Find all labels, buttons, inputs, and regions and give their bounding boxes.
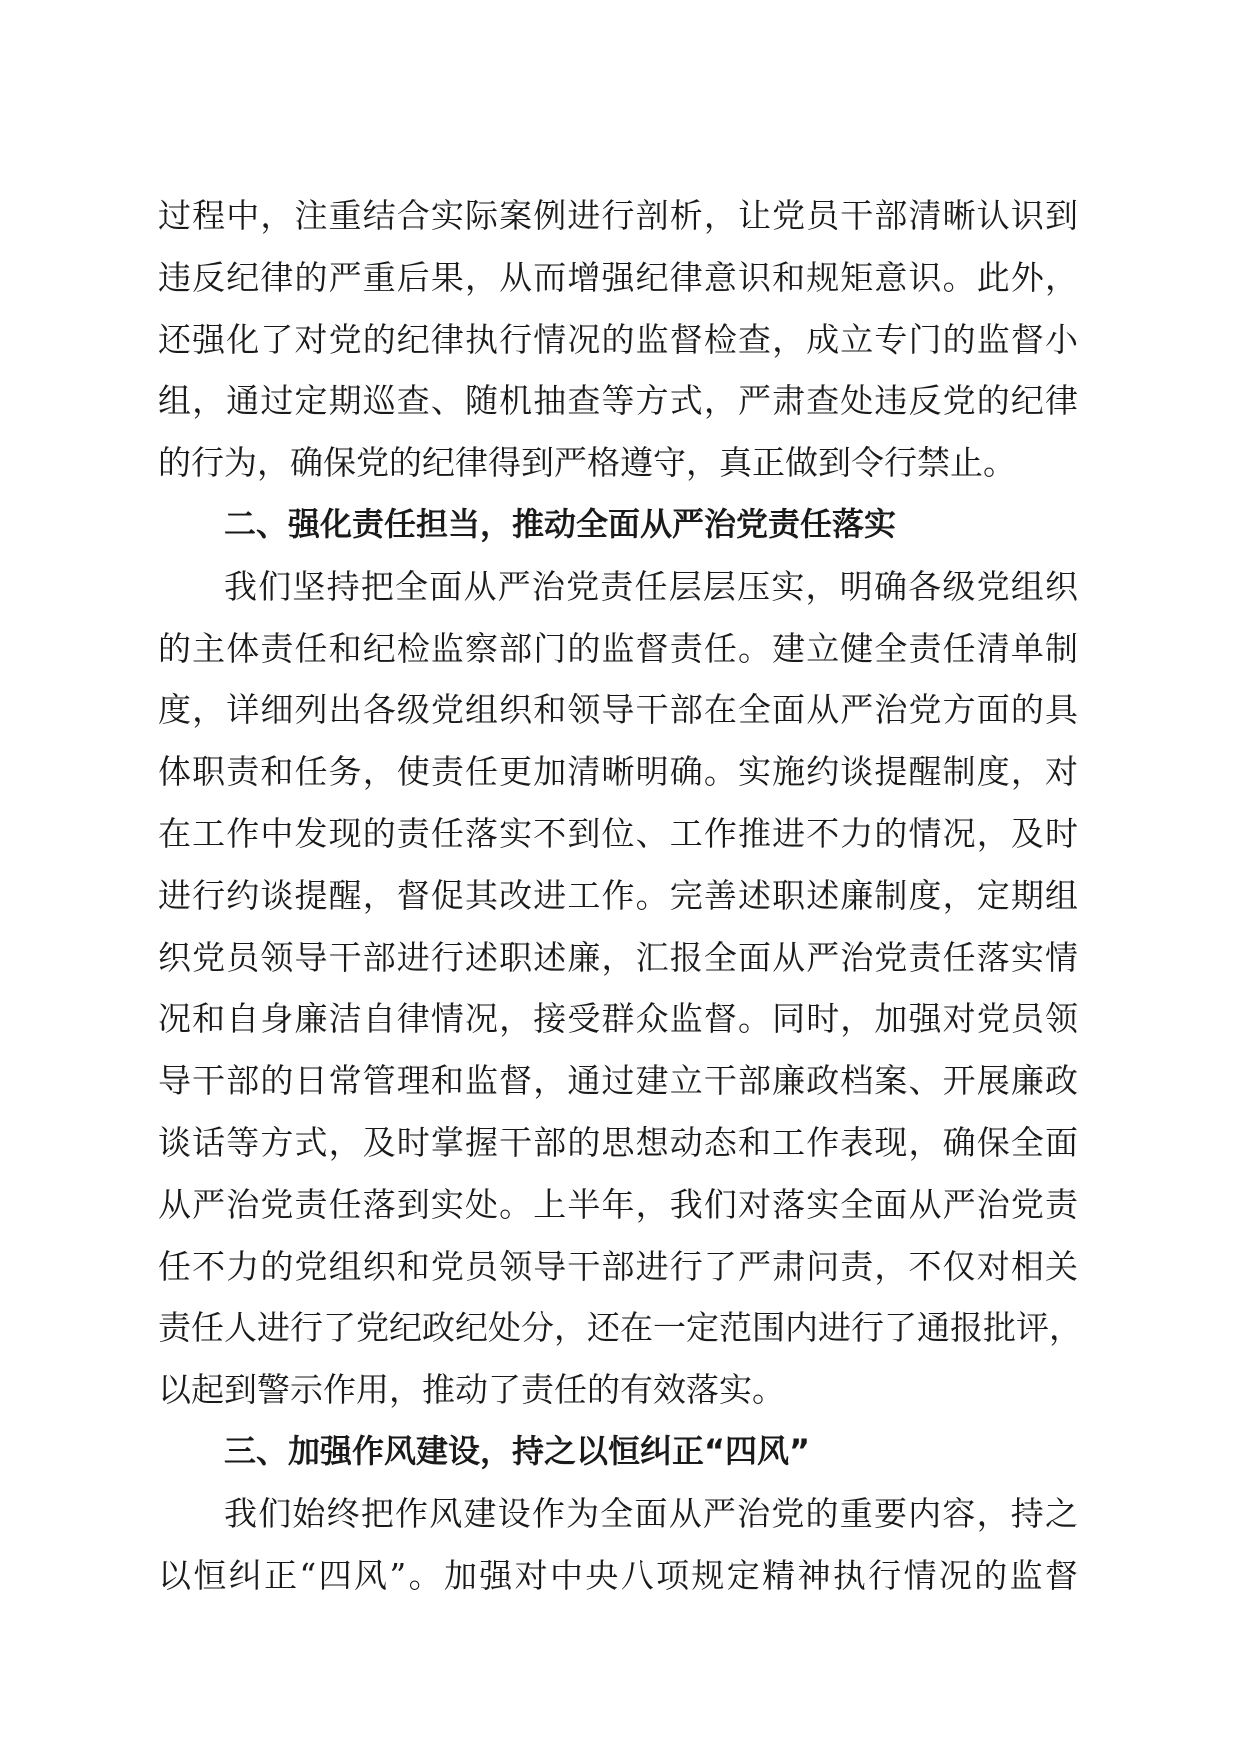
paragraph-line: 我们坚持把全面从严治党责任层层压实，明确各级党组织 (224, 566, 1078, 606)
section-heading-2: 二、强化责任担当，推动全面从严治党责任落实 (224, 504, 897, 543)
section-heading-3: 三、加强作风建设，持之以恒纠正“四风” (224, 1431, 811, 1470)
paragraph-line: 以恒纠正“四风”。加强对中央八项规定精神执行情况的监督 (158, 1555, 1078, 1595)
paragraph-line: 责任人进行了党纪政纪处分，还在一定范围内进行了通报批评， (158, 1308, 1082, 1348)
paragraph-line: 进行约谈提醒，督促其改进工作。完善述职述廉制度，定期组 (158, 875, 1078, 915)
paragraph-line: 的主体责任和纪检监察部门的监督责任。建立健全责任清单制 (158, 628, 1078, 668)
paragraph-line: 度，详细列出各级党组织和领导干部在全面从严治党方面的具 (158, 690, 1078, 730)
paragraph-line: 任不力的党组织和党员领导干部进行了严肃问责，不仅对相关 (158, 1246, 1078, 1286)
paragraph-line: 从严治党责任落到实处。上半年，我们对落实全面从严治党责 (158, 1184, 1078, 1224)
paragraph-line: 织党员领导干部进行述职述廉，汇报全面从严治党责任落实情 (158, 937, 1078, 977)
paragraph-line: 我们始终把作风建设作为全面从严治党的重要内容，持之 (224, 1493, 1078, 1533)
paragraph-line: 谈话等方式，及时掌握干部的思想动态和工作表现，确保全面 (158, 1122, 1078, 1162)
paragraph-line: 以起到警示作用，推动了责任的有效落实。 (158, 1370, 785, 1410)
paragraph-line: 组，通过定期巡查、随机抽查等方式，严肃查处违反党的纪律 (158, 381, 1078, 421)
paragraph-line: 况和自身廉洁自律情况，接受群众监督。同时，加强对党员领 (158, 999, 1078, 1039)
paragraph-line: 的行为，确保党的纪律得到严格遵守，真正做到令行禁止。 (158, 443, 1016, 483)
paragraph-line: 体职责和任务，使责任更加清晰明确。实施约谈提醒制度，对 (158, 752, 1078, 792)
paragraph-line: 导干部的日常管理和监督，通过建立干部廉政档案、开展廉政 (158, 1061, 1078, 1101)
paragraph-line: 违反纪律的严重后果，从而增强纪律意识和规矩意识。此外， (158, 257, 1078, 297)
document-body (158, 185, 1082, 1606)
paragraph-line: 还强化了对党的纪律执行情况的监督检查，成立专门的监督小 (158, 319, 1078, 359)
paragraph-line: 过程中，注重结合实际案例进行剖析，让党员干部清晰认识到 (158, 196, 1078, 235)
paragraph-line: 在工作中发现的责任落实不到位、工作推进不力的情况，及时 (158, 813, 1078, 853)
